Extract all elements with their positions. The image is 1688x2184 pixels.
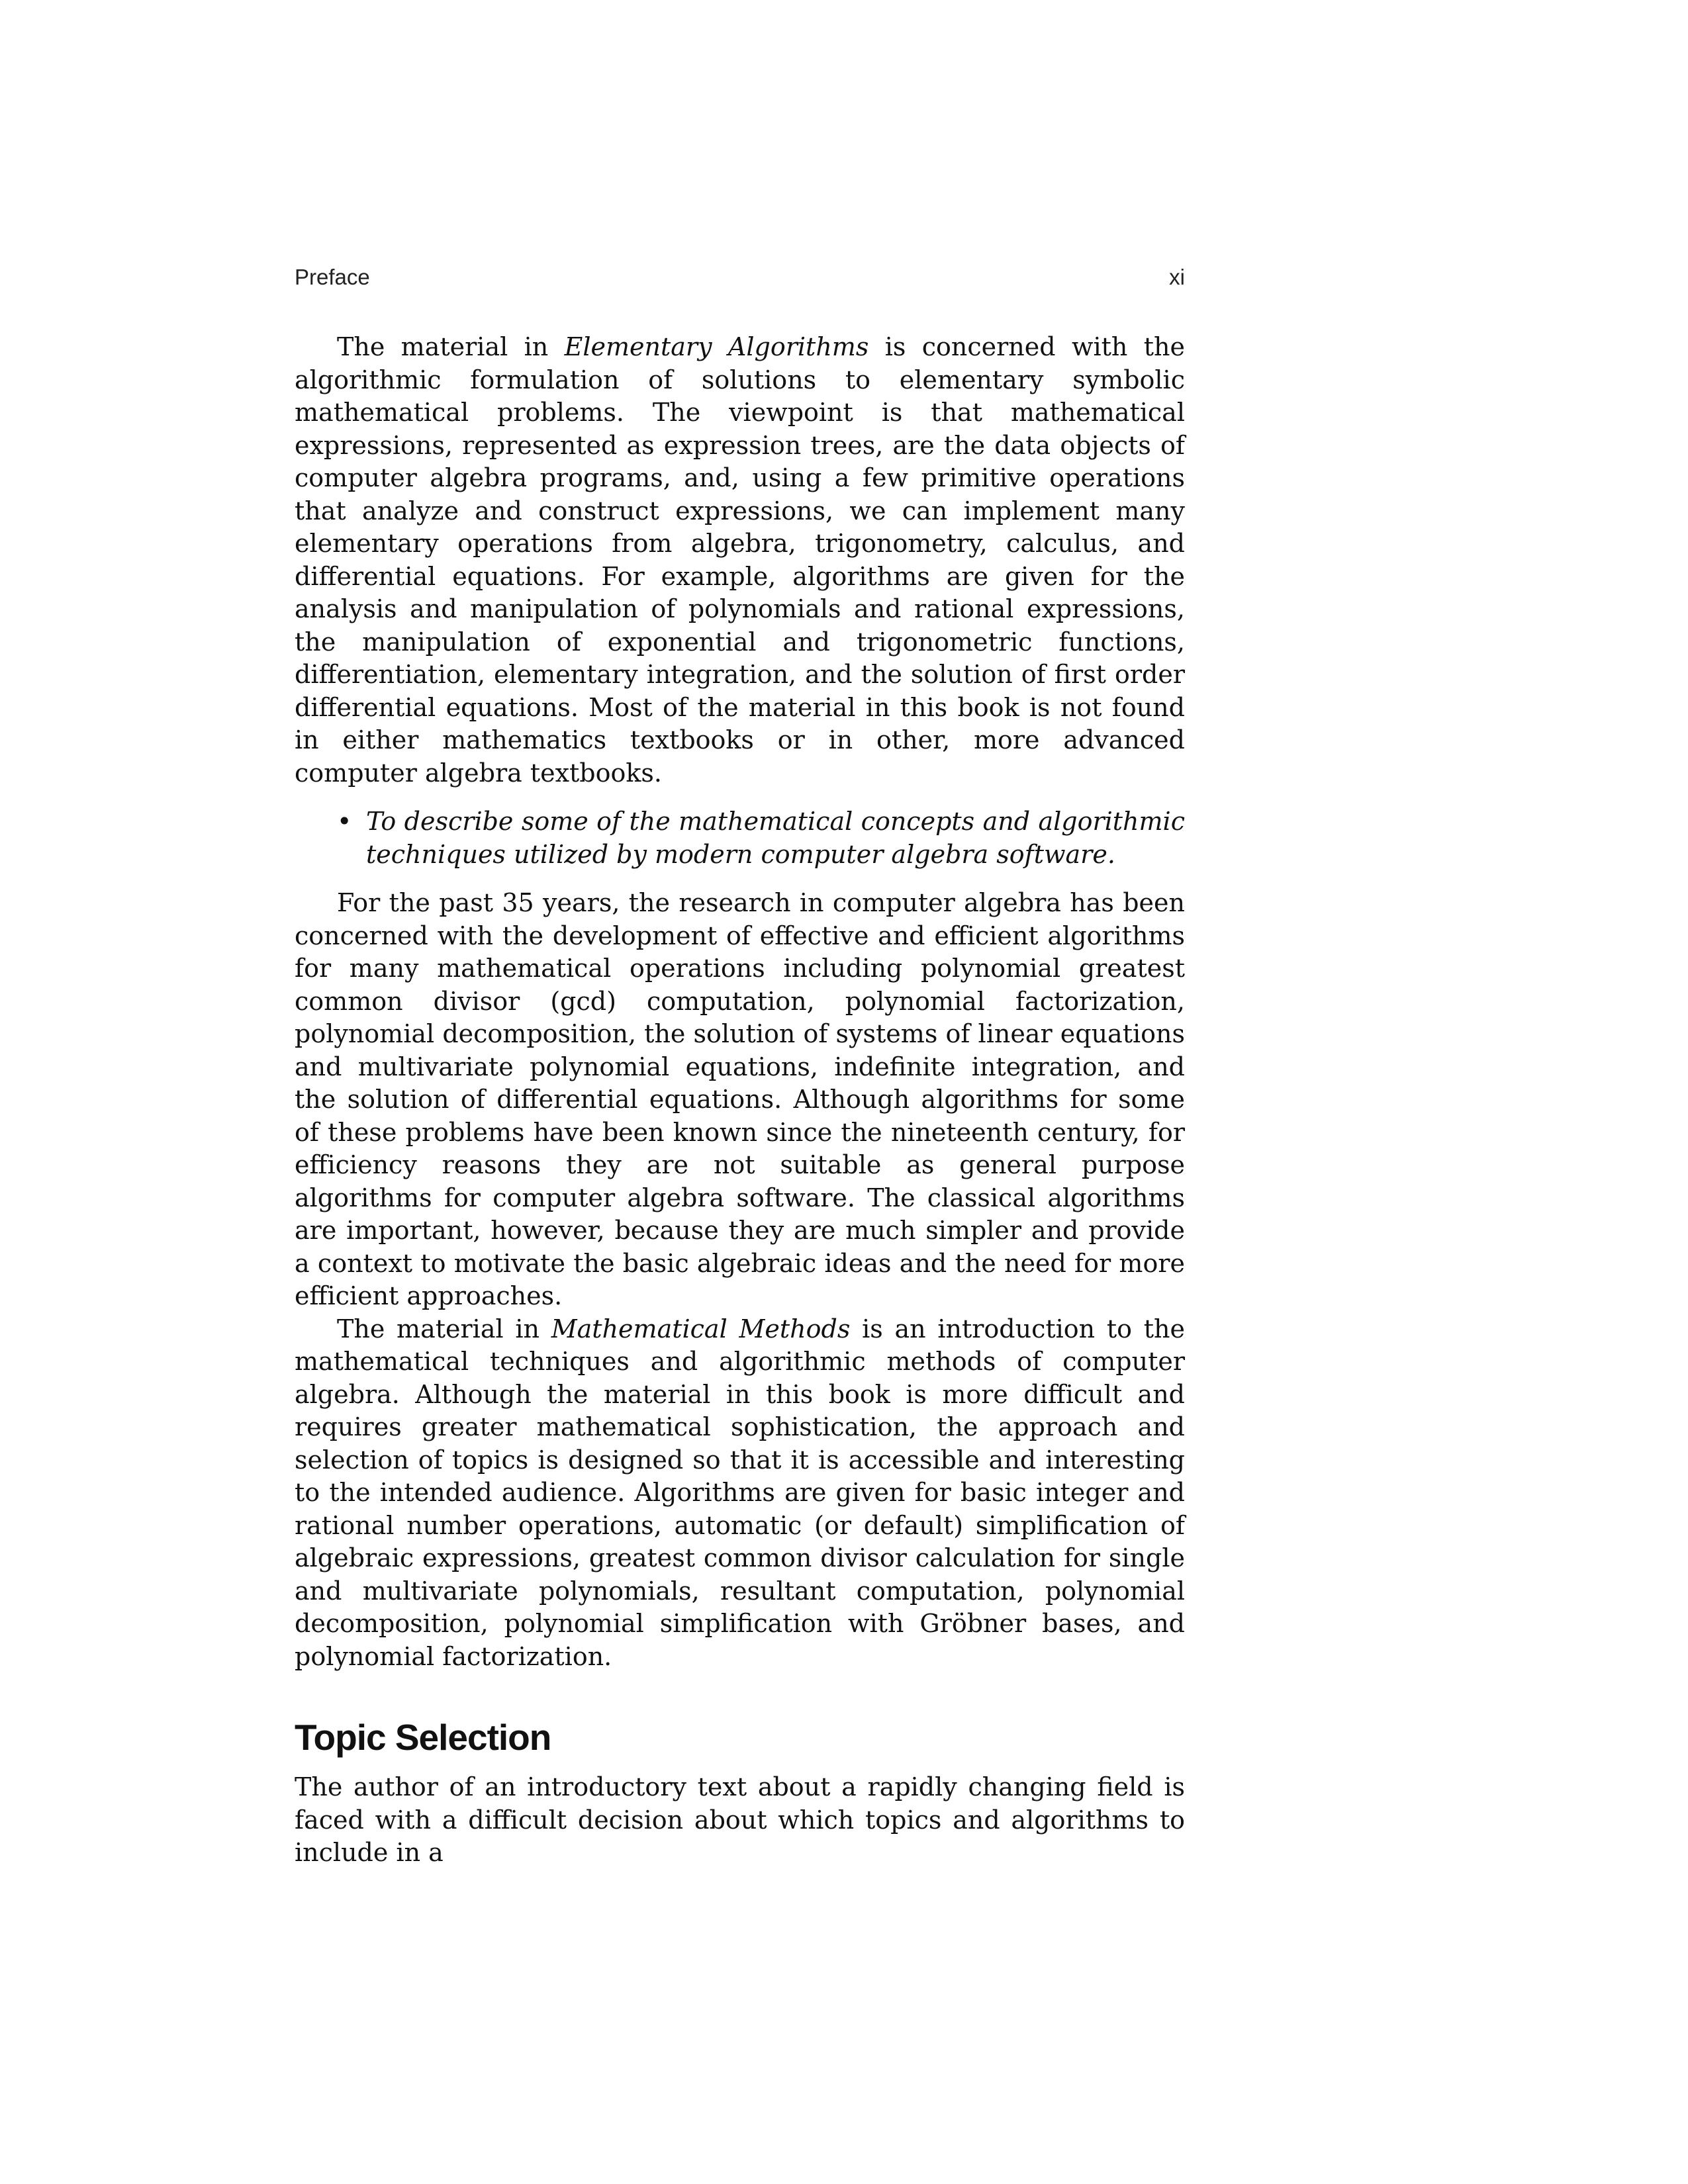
paragraph-research-history: For the past 35 years, the research in computer algebra has been concerned with the development of effective and efficient algorithms for many mathematical operations including polynomial greatest common divisor (gcd) computation, polynomial factorization, polynomial decomposition, the solution of systems of linear equations and multivariate polynomial equations, indefinite integration, and the solution of differential equations. Although algorithms for some of these problems have been known since the nineteenth century, for efficiency reasons they are not suitable as general purpose algorithms for computer algebra software. The classical algorithms are important, however, because they are much simpler and provide a context to motivate the basic algebraic ideas and the need for more efficient approaches. — [295, 888, 1185, 1310]
book-title-emphasis: Mathematical Methods — [551, 1314, 851, 1343]
page-number: xi — [1169, 265, 1185, 289]
paragraph-text: is concerned with the algorithmic formulation of solutions to elementary symbolic mathematical problems. The viewpoint is that mathematical expressions, represented as expression trees, are the data objects of computer algebra programs, and, using a few primitive operations that analyze and construct expressions, we can implement many elementary operations from algebra, trigonometry, calculus, and differential equations. For example, algorithms are given for the analysis and manipulation of polynomials and rational expressions, the manipulation of exponential and trigonometric functions, differentiation, elementary integration, and the solution of first order differential equations. Most of the material in this book is not found in either mathematics textbooks or in other, more advanced computer algebra textbooks. — [295, 332, 1185, 788]
goal-text: To describe some of the mathematical concepts and algorithmic techniques utilized by modern computer algebra software. — [366, 807, 1185, 869]
goal-list-item — [295, 805, 1185, 871]
body-text — [295, 331, 1185, 1870]
paragraph-topic-selection: The author of an introductory text about a rapidly changing field is faced with a difficult decision about which topics and algorithms to include in a — [295, 1772, 1185, 1867]
paragraph-text: is an introduction to the mathematical techniques and algorithmic methods of computer algebra. Although the material in this book is more difficult and requires greater mathematical sophistication, the approach and selection of topics is designed so that it is accessible and interesting to the intended audience. Algorithms are given for basic integer and rational number operations, automatic (or default) simplification of algebraic expressions, greatest common divisor calculation for single and multivariate polynomials, resultant computation, polynomial decomposition, polynomial simplification with Gröbner bases, and polynomial factorization. — [295, 1314, 1185, 1671]
running-head — [295, 265, 1185, 304]
paragraph-text: The material in — [337, 332, 565, 361]
goal-list — [295, 805, 1185, 871]
book-title-emphasis: Elementary Algorithms — [564, 332, 869, 361]
paragraph-elementary-algorithms — [295, 331, 1185, 790]
paragraph-mathematical-methods — [295, 1313, 1185, 1674]
paragraph-text: The material in — [337, 1314, 551, 1343]
running-head-section: Preface — [295, 265, 370, 289]
section-heading: Topic Selection — [295, 1717, 551, 1758]
bullet-icon: • — [337, 807, 352, 836]
